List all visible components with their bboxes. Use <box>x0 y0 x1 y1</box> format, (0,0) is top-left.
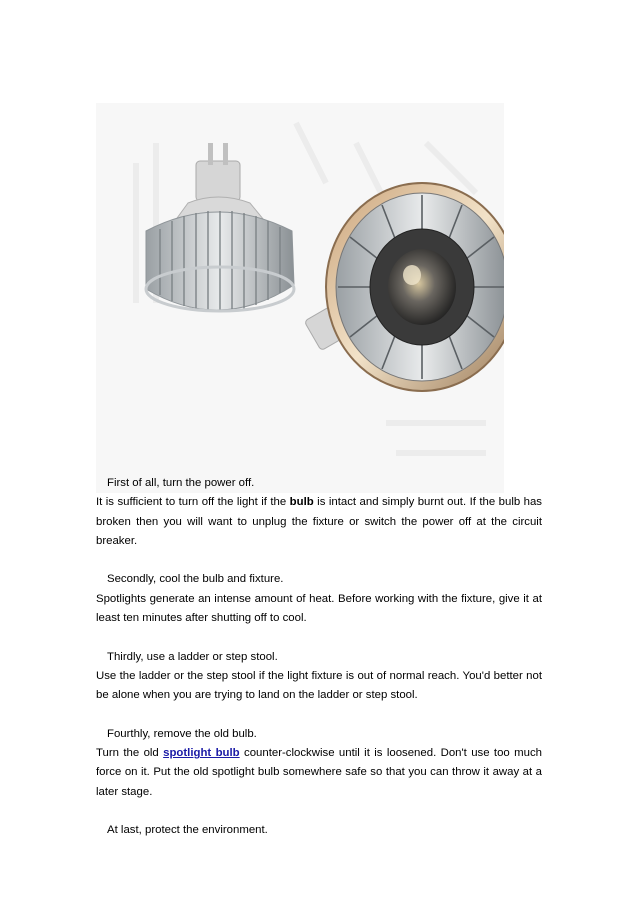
paragraph-line: broken then you will want to unplug the fixture or switch the power off at the circuit <box>96 515 542 528</box>
section-heading: Secondly, cool the bulb and fixture. <box>107 573 284 586</box>
paragraph-line: breaker. <box>96 534 138 547</box>
paragraph-line: It is sufficient to turn off the light if the bulb is intact and simply burnt out. If the bulb has <box>96 496 542 509</box>
section-heading: Thirdly, use a ladder or step stool. <box>107 650 278 663</box>
spotlight-bulb-link[interactable]: spotlight bulb <box>163 747 240 760</box>
paragraph-line: force on it. Put the old spotlight bulb somewhere safe so that you can throw it away at a <box>96 766 542 779</box>
led-spotlight-bulbs-image <box>96 103 504 493</box>
paragraph-line: Spotlights generate an intense amount of heat. Before working with the fixture, give it at <box>96 592 542 605</box>
paragraph-line: Turn the old spotlight bulb counter-clockwise until it is loosened. Don't use too much <box>96 747 542 760</box>
bulb-keyword: bulb <box>289 496 314 509</box>
paragraph-line: later stage. <box>96 785 153 798</box>
section-heading: At last, protect the environment. <box>107 824 268 837</box>
article-text <box>96 474 542 841</box>
section-heading: Fourthly, remove the old bulb. <box>107 727 257 740</box>
paragraph-line: be alone when you are trying to land on the ladder or step stool. <box>96 689 418 702</box>
section-heading: First of all, turn the power off. <box>107 477 255 489</box>
paragraph-line: least ten minutes after shutting off to cool. <box>96 612 307 625</box>
paragraph-line: Use the ladder or the step stool if the light fixture is out of normal reach. You'd better not <box>96 669 542 682</box>
